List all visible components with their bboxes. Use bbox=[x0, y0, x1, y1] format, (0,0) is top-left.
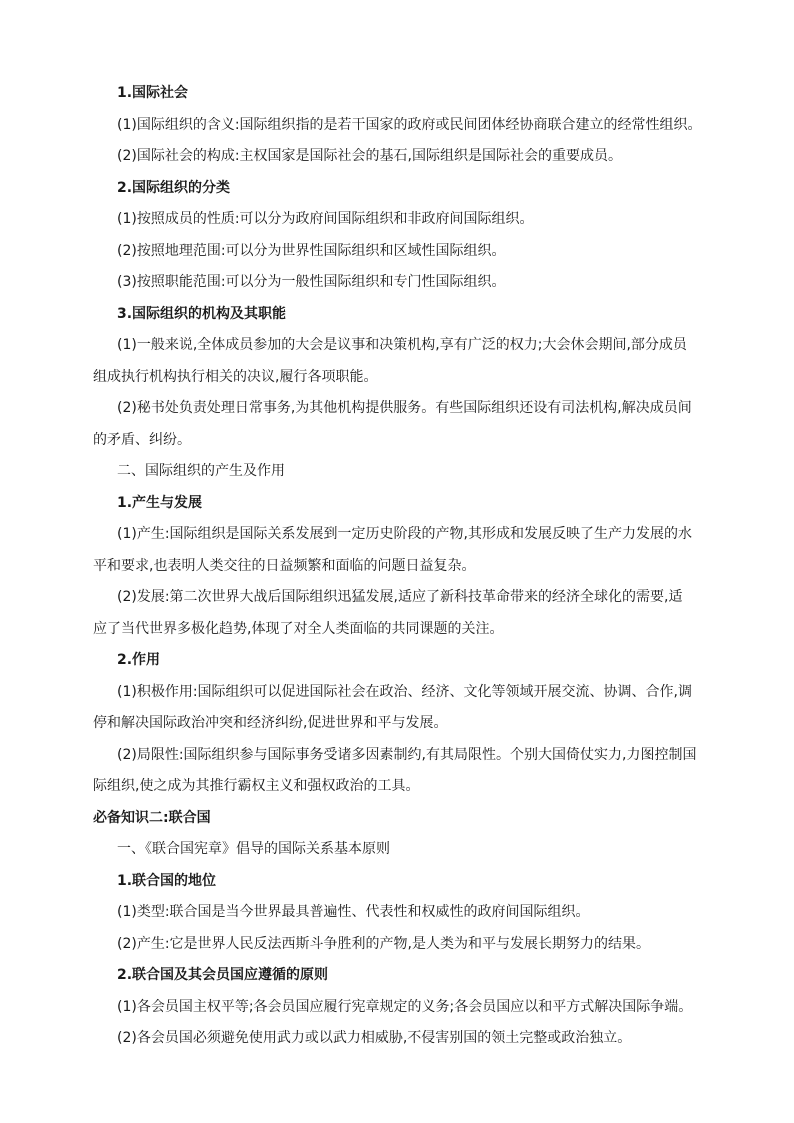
text-line: 停和解决国际政治冲突和经济纠纷,促进世界和平与发展。 bbox=[93, 715, 448, 731]
text-line: (2)局限性:国际组织参与国际事务受诸多因素制约,有其局限性。个别大国倚仗实力,力图控制国 bbox=[117, 746, 697, 763]
text-line: 平和要求,也表明人类交往的日益频繁和面临的问题日益复杂。 bbox=[93, 557, 476, 574]
text-line: (3)按照职能范围:可以分为一般性国际组织和专门性国际组织。 bbox=[117, 274, 506, 290]
section-heading: 2.作用 bbox=[117, 652, 161, 668]
text-line: 应了当代世界多极化趋势,体现了对全人类面临的共同课题的关注。 bbox=[93, 620, 504, 637]
text-line: (1)国际组织的含义:国际组织指的是若干国家的政府或民间团体经协商联合建立的经常性组织。 bbox=[117, 116, 702, 133]
section-heading: 1.联合国的地位 bbox=[117, 872, 217, 889]
text-line: (1)一般来说,全体成员参加的大会是议事和决策机构,享有广泛的权力;大会休会期间,部分成员 bbox=[117, 337, 687, 353]
text-line: (2)各会员国必须避免使用武力或以武力相威胁,不侵害别国的领土完整或政治独立。 bbox=[117, 1030, 632, 1046]
text-line: (1)产生:国际组织是国际关系发展到一定历史阶段的产物,其形成和发展反映了生产力发展的水 bbox=[117, 526, 692, 542]
text-line: 一、《联合国宪章》倡导的国际关系基本原则 bbox=[117, 841, 390, 857]
text-line: 的矛盾、纠纷。 bbox=[93, 431, 191, 448]
text-line: 组成执行机构执行相关的决议,履行各项职能。 bbox=[93, 368, 378, 385]
text-line: (2)国际社会的构成:主权国家是国际社会的基石,国际组织是国际社会的重要成员。 bbox=[117, 148, 622, 164]
text-line: (1)按照成员的性质:可以分为政府间国际组织和非政府间国际组织。 bbox=[117, 211, 534, 227]
text-line: (2)产生:它是世界人民反法西斯斗争胜利的产物,是人类为和平与发展长期努力的结果。 bbox=[117, 935, 650, 952]
text-line: (2)按照地理范围:可以分为世界性国际组织和区域性国际组织。 bbox=[117, 242, 506, 259]
section-heading: 必备知识二:联合国 bbox=[93, 809, 211, 826]
text-line: (1)类型:联合国是当今世界最具普遍性、代表性和权威性的政府间国际组织。 bbox=[117, 904, 590, 920]
text-line: 二、国际组织的产生及作用 bbox=[117, 463, 285, 479]
text-line: 际组织,使之成为其推行霸权主义和强权政治的工具。 bbox=[93, 778, 420, 794]
text-line: (1)积极作用:国际组织可以促进国际社会在政治、经济、文化等领域开展交流、协调、合作,调 bbox=[117, 683, 692, 700]
section-heading: 3.国际组织的机构及其职能 bbox=[117, 305, 287, 322]
document-body bbox=[93, 78, 713, 1055]
section-heading: 2.联合国及其会员国应遵循的原则 bbox=[117, 967, 329, 983]
text-line: (1)各会员国主权平等;各会员国应履行宪章规定的义务;各会员国应以和平方式解决国际争端。 bbox=[117, 998, 693, 1015]
text-line: (2)发展:第二次世界大战后国际组织迅猛发展,适应了新科技革命带来的经济全球化的需要,适 bbox=[117, 589, 683, 605]
text-line: (2)秘书处负责处理日常事务,为其他机构提供服务。有些国际组织还设有司法机构,解决成员间 bbox=[117, 400, 692, 416]
section-heading: 2.国际组织的分类 bbox=[117, 179, 231, 196]
section-heading: 1.国际社会 bbox=[117, 85, 189, 101]
section-heading: 1.产生与发展 bbox=[117, 494, 203, 511]
